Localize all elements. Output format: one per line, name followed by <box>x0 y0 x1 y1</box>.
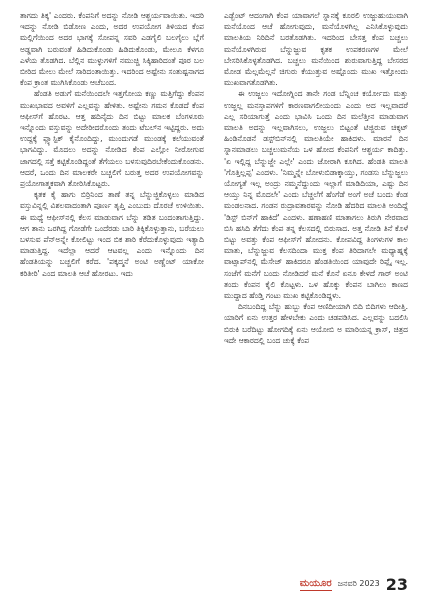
paragraph: ಹೆಂಡತಿ ಅಡುಗೆ ಮನೆಯಿಂದಲೇ ಇತ್ತಗೋಯ ಕಣ್ಣು ಮತ್ತಿಗೆದ್ದು ಕೆಂಪನ ಮುಖಭಾವದ ಅವಳಿಗೆ ಎಲ್ಲವನ್ನು ಹೇಳಿತು. ಅಷ್ಟೇನು ಗಮನ ಕೊಡದೆ ಕೆಂಪ ಆಫೀಸ್‌ಗೆ ಹೊರಟ. ಆತ್ತ ಹದಿನೈದು ದಿನ ಬಿಟ್ಟು ಮಾಲಕ ಬೆಂಗಳೂರು ಇನ್ನೊಂದು ವಸ್ತುವನ್ನು ಅದೇರೀದರೊಂದು ತಂದು ಟೆಬಲ್‌ನ ಇಟ್ಟಿದ್ದರು. ಅದು ಉದ್ದಕ್ಕೆ ಪ್ಲ್ಯಾಸ್ಟಿಕ್ ಕೈನೊಂದಿದ್ದು, ಮುಂದುಗಡೆ ಮುಂಡಕ್ಕೆ ಕಲೆಯುವಂತೆ ಭಾಗವಿದ್ದು. ಮೊದಲು ಅದನ್ನು ನೋಡಿದ ಕೆಂಪ ಎಲ್ಲೋ ನೀರೋಗುವ ಜಾಗದಲ್ಲಿ ಸತ್ತೆ ಕಟ್ಟಿಕೊಂಡಿದ್ದಂತೆ ತೆಗೆಯಲು ಬಳಸುವುದಿರಬೇಕೆಂದುಕೊಂಡನು. ಆದರೆ, ಒಂದು ದಿನ ಮಾಲಕರೇ ಬಚ್ಚಲಿಗೆ ಬರುತ್ತ ಅದರ ಉಪಯೋಗವನ್ನು ಪ್ರಯೋಗಾತ್ಮಕವಾಗಿ ತೋರಿಸಿಕೊಟ್ಟರು. <box>20 89 204 189</box>
paragraph: ಎಡ್ಬೆಂಟ್ ಆದಂಗಾಗಿ ಕೆಂಪ ಯಾವಾಗಲೆ ಸ್ನಾನಕ್ಕೆ ಕೂರಲಿ ಉಜ್ಜುಹುಯುವಾಗಿ ಮನೆಯೊಂದ ಆಚೆ ಹೋಗುವುದು, ಮನೆಯೊಳಗಿಲ್ಲ ಎನಿಸಿಕೊಳ್ಳುವುದು ಮಾಲತಿಯ ನಿರಿದಿನೆ ಬರತೊಡಗಿತು. ಇದರಿಂದ ಬೇಸತ್ತ ಕೆಂಪ ಬಚ್ಚಲು ಮನೆಯೊಳಗಿರುವ ಬೆನ್ನುಜ್ಜುವ ಕೃತಕ ಉಪಕರಣಗಳ ಮೇಲೆ ಬೇಸರಿಸಿಕೊಳ್ಳತೊಡಗಿದ. ಬಚ್ಚಲು ಮನೆಯಿಂದ ಶುರುವಾಗುತ್ತಿದ್ದ ಬೇಸರದ ಮೋಡ ಮೆಲ್ಲಮೆಲ್ಲನೆ ಚಿಗುರು ಕೆಯುತ್ತುವ ಅಷ್ಟೊಂದು ಮುಖ ಇತ್ತೋಂದು ಮುಖವಾಗತೊಡಗಿತು. <box>224 11 408 88</box>
paragraph: ತಾಗದು ತಿಕ್ಕ' ಎಂದರು. ಕೆಂಪನಿಗೆ ಅದನ್ನು ನೋಡಿ ಆಶ್ಚರ್ಯವಾಯಿತು. ಇದರಿ ಇದನ್ನು ನೋಡಿ ಬಿಡೋಣ ಎಂದು, ಅದರ ಉಪಯೋಗ ತಿಳಿಯದ ಕೆಂಪ ಮಲ್ಲಿಗೆಯಿಂದ ಅದರ ಭಾಗಕ್ಕೆ ಸೋಪನ್ನ ಸವರಿ ಎಡಗೈಲಿ ಬಲಗೈಲು ಬ್ಲೆಗೆ ಅಡ್ಡವಾಗಿ ಬರುವಂತೆ ಹಿಡಿದುಕೊಂಡು ಹಿಡಿದುಕೊಂಡು, ಮೇಲೂ ಕೆಳಗೂ ಎಳೆಯ ತೊಡಗಿದ. ಬೆಲ್ಲಿನ ಮುಳ್ಳುಗಳಿಗೆ ನಮುಚ್ಚಿ ಸಿಕ್ಕಿಹಾರಿದಂತೆ ಪೂರ ಬಲ ಬೀರಿದ ಮೇಲು ಮೇಲೆ ಸಾರಿದಂತಾಯಿತ್ತು. ಇದರಿಂದ ಅಷ್ಟೇನು ಸಂತುಷ್ಟನಾಗದ ಕೆಂಪ ಕ್ರಾಂತ ಮುಗಿಸಿಕೊಂಡು ಆಚೆಬಂದ. <box>20 11 204 88</box>
right-column <box>224 10 408 570</box>
paragraph: ಕೃತಕ ಕೈ ಹಾಗು ಬಿರ್ರಿನಿಂದ ತಾಣೆ ತನ್ನ ಬೆನ್ನುಜ್ಜಿಕೊಳ್ಳಲು ಮಾಡಿದ ವಸ್ತುವಿನ್ನಲ್ಲಿ ವಿಶಲವಾದಂತಾಗಿ ಪೂರ್ಣ ತೃಪ್ತಿ ಎಂಬುದು ದೊರಚೆ ಉಳಿಯಿತು. ಈ ಮಧ್ಯೆ ಆಫೀಸ್‌ನಲ್ಲಿ ಕೆಲಸ ಮಾಡುವಾಗ ಬೆನ್ನು ತಡಿತ ಬಂದಂತಾಗುತ್ತಿದ್ದು. ಆಗ ತಾನು ಒರಗಿದ್ದ ಗೋಡೆಗೇ ಒಂದೆರಡು ಬಾರಿ ತಿಕ್ಕಿಕೊಳ್ಳುತ್ತಾನು, ಬರೆಯಲು ಬಳಸುವ ಪೆನ್‌ಅನ್ನೇ ಕೋಲಿಟ್ಟು ಇಂದ ಬಿಕ ಶಾರಿ ಕೆರೆದುಕೊಳ್ಳುವುದು ಇತ್ಯಾದಿ ಮಾಡುತ್ತಿದ್ದ. ಇದೆಲ್ಲಾ ಆದರೆ ಆಟವಲ್ಲ ಎಂದು ಇನ್ನೊಂದು ದಿನ ಹೆಂಡತಿಯನ್ನು ಬಚ್ಚಲಿಗೆ ಕರೆದ. 'ಪಕ್ಕದ್ಮನೆ ಅಂಟಿ ಅಣ್ಣೆಂಟ್ ಯಾಕೋ ಕರಿತೀರಿ' ಎಂದ ಮಾಲತಿ ಆಚೆ ಹೋರಟು. ಇದು <box>20 190 204 278</box>
magazine-logo: ಮಯೂರ <box>299 577 332 589</box>
issue-date: ಜನವರಿ 2023 <box>337 579 380 588</box>
paragraph: ಈ ಉಜ್ಜಲು ಇದೋಗ್ನಿಂದ ತಾನೇ ಗಂಡ ಬೆನ್ನಿಂಚ ಕರ್ಯೋದು ಮತ್ತು ಉಜ್ಜಲ್ಲ ಮನಸ್ತಾಪಗಳಿಗೆ ಕಾರಣವಾಗಲೀಯಂದು ಎಂದು ಅದ ಇಲ್ಲವಾದರೆ ಎಲ್ಲ ಸರಿಯಾಗುತ್ತೆ ಎಂದು ಭಾವಿಸಿ ಒಂದು ದಿನ ಮಲೆತ್ತೀನ ಮಾಡುವಾಗ ಮಾಲತಿ ಅದನ್ನು ಇಲ್ಲವಾಗಿಸಲು, ಉಜ್ಜಲು ಬಿಟ್ಟಂತೆ ಟಿಜ್ಜಿರುವ ಚಿಕ್ಕಟ್ ಹಿಂಡಿನೊಡನೆ ಡಸ್ಟ್‌ಬಿನ್‌ನಲ್ಲಿ ಮಾಲತಿಯೇ ಹಾಕಿದಳು. ಮಾರನೆ ದಿನ ಸ್ನಾನಮಾಡಲು ಬಚ್ಚಲುಮನೆಯ ಒಳ ಹೋದ ಕೆಂಪನಿಗೆ ಆಶ್ಚರ್ಯ ಕಾದಿತ್ತು. 'ಏ ಇಲ್ಲಿದ್ದ ಬೆನ್ನುಜ್ಜೇ ಎಲ್ಲೇ' ಎಂದು ಜೋರಾಗಿ ಕೂಗಿದ. ಹೆಂಡತಿ ಮಾಲತಿ 'ಗೊತ್ತಿಲ್ಲಪ್ಪ' ಎಂದಳು. 'ನಿಮ್ಮನ್ನೇ ಬೋಳುಬಿಡಾಕ್ಕಾಯ್ತು, ಗಂಡಸು ಬೆನ್ನುಜ್ಜಲು ಯೋಗ್ಯತೆ ಇಲ್ಲ ಅಂದ್ರು ನಮ್ಮನೆದ್ದುಂದು ಇಲ್ಲಾಗೆ ಮಾಡಿದಿಯಾ, ಎಷ್ಟು ದಿನ ಆಯ್ತು ನಿನ್ನ ಮೊದಲೇ' ಎಂದು ಬೆಚ್ಚಲೆಗೆ ಹೆಂಗೆಡೆ ಅಂಗೆ ಅಚೆ ಬಂದು ಕೆಂಡ ಮಂಡಲನಾದ. ಗಂಡನ ರುದ್ರಾವತಾರವನ್ನು ನೋಡಿ ಹೆದರಿದ ಮಾಲತಿ ಅಂದಿದ್ದೆ 'ಡಿಸ್ಟ್ ಬಿನ್‌ಗೆ ಹಾಕಿದೆ' ಎಂದಳು. ಹಣಾಹಣಿ ಮಾತಾಗಲು ತಿರುಗಿ ನೇರವಾದ ಬಿಸಿ ಹಸಿದಿ ತೆಗೆದು ಕೆಂಪ ತನ್ನ ಕೆಲಸದಲ್ಲಿ ಬಿರುಸಾದ. ಅತ್ತ ನೋಡಿ ತಿನೆ ಕೊಳೆ ಬಿಟ್ಟು ಅವತ್ತು ಕೆಂಪ ಆಫೀಸ್‌ಗೆ ಹೋದನು. ಕೋಪವಿದ್ದ ತಿಂಗಳುಗಳ ಕಾಲ ಮಾತು, ಬೆನ್ನುಜ್ಜುವ ಕೆಲಸದಿಂದಾ ಮುಕ್ತ ಕೆಂಪ ತಿರಿದಾಗಲೇ ಮಧ್ಯಾಹ್ನಕ್ಕೆ ವಾಟ್ಸಾಪ್‌ನಲ್ಲಿ ಮೆಸೇಜ್ ಹಾಕಿದರೂ ಹೆಂಡತಿಯಿಂದ ಯಾವುದೇ ರಿಪ್ಲೈ ಇಲ್ಲ. ಸಂಜೆಗೆ ಮನೆಗೆ ಬಂದು ನೋಡಿದರೆ ಮನೆ ಕೊನೆ ಏನೂ ಕೇಳದೆ ಗಾರ್ ಅಂಟಿ ತಂದು ಕೆಂಪನ ಕೈಲಿ ಕೊಟ್ಟಳು. ಒಳ ಹೊಕ್ಕು ಕೆಂಪನ ಬಾಗಿಲು ಕಾಣದ ಮುದ್ದಾದ ಹೆಂಡ್ತಿ ಗಂಟು ಮುಖ ಕಟ್ಟಿಕೊಂಡಿದ್ದಳು. <box>224 89 408 301</box>
page-footer <box>300 574 408 594</box>
paragraph: ದಿನಬಂದಿದ್ದ ಬೆನ್ನು ಹುಬ್ಬು ಕೆಂಪ ಆಣಿದೀಯಾಗಿ ಬಿದಿ ಬಿದಿಗಳು ಆದೀತ್ತಿ. ಯಾರಿಗೆ ಏನು ಉತ್ತರ ಹೇಳಬೇಕು ಎಂದು ಚಡಪಡಿಸಿದ. ಎಲ್ಲವನ್ನು ಬದಲಿಸಿ ಬಿರುಕಿ ಬರೆದಿಟ್ಟು ಹೋಗದಿಕ್ಕೆ ಏನು ಆಯೋಬಿ ಅ ಮಾರಿಯನ್ನ ಕ್ರಾಸ್, ಚಿತ್ರದ ಇದೇ ಆಕಾರದಲ್ಲಿ ಬಂದ ಚುಕ್ಕೆ ಕೆಂಪ <box>224 302 408 345</box>
article-body <box>20 10 408 570</box>
page-number: 23 <box>385 574 408 594</box>
left-column <box>20 10 204 570</box>
